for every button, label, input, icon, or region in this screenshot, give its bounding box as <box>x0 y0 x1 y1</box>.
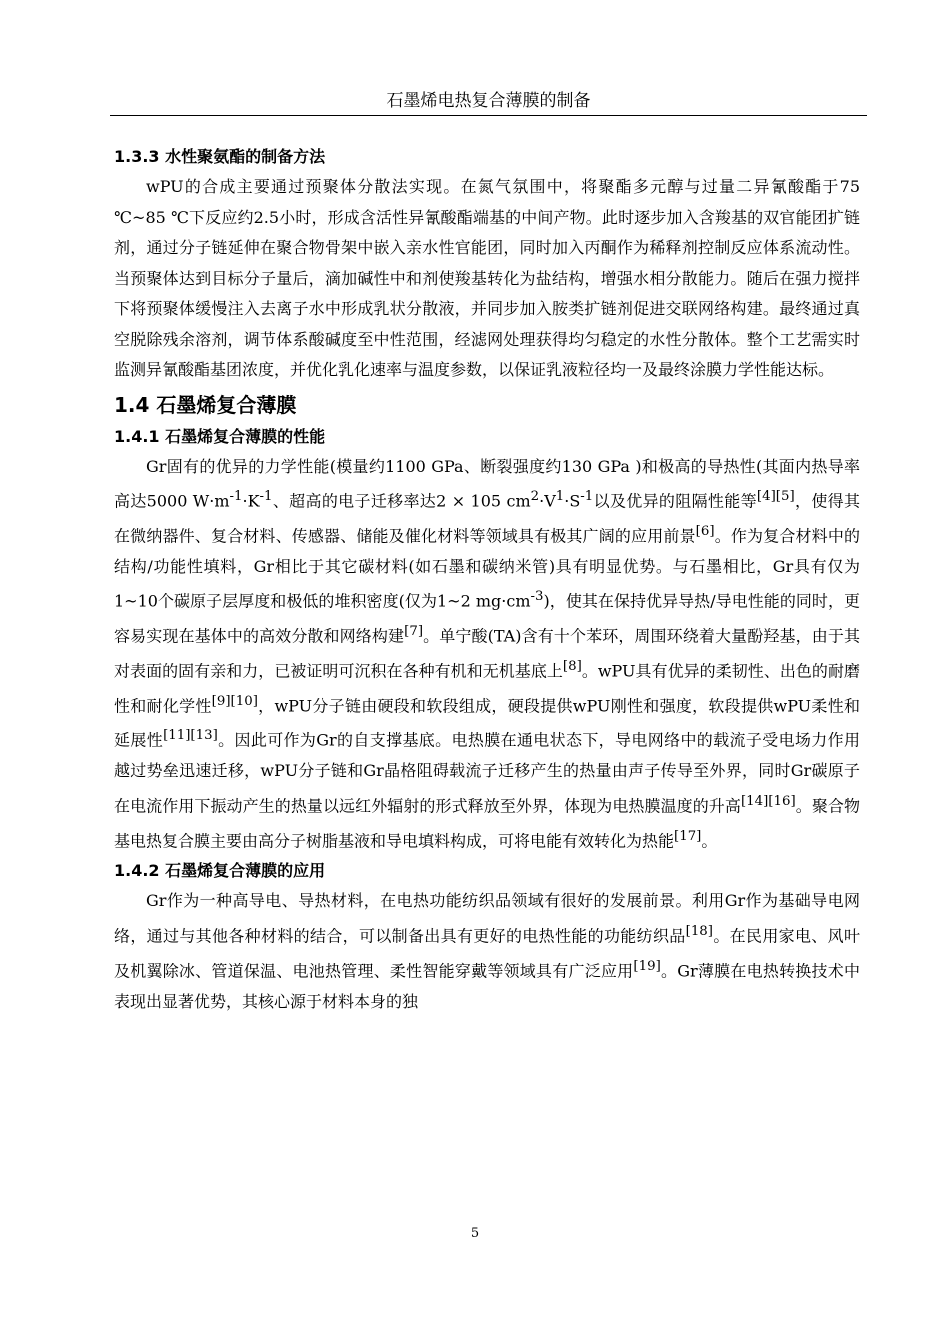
section-heading-1-3-3: 1.3.3 水性聚氨酯的制备方法 <box>114 147 326 166</box>
section-heading-1-4-1: 1.4.1 石墨烯复合薄膜的性能 <box>114 426 326 446</box>
section-heading-1-4: 1.4 石墨烯复合薄膜 <box>114 392 297 417</box>
running-header: 石墨烯电热复合薄膜的制备 <box>386 91 591 111</box>
section-heading-1-4-2: 1.4.2 石墨烯复合薄膜的应用 <box>114 861 326 881</box>
page-number: 5 <box>470 1226 480 1241</box>
paragraph-wpu-synthesis: wPU的合成主要通过预聚体分散法实现。在氮气氛围中，将聚酯多元醇与过量二异氰酸酯于75 ℃~85 ℃下反应约2.5小时，形成含活性异氰酸酯端基的中间产物。此时逐步加入含羧基的双官能团扩链剂，通过分子链延伸在聚合物骨架中嵌入亲水性官能团，同时加入丙酮作为稀释剂控制反应体系流动性。当预聚体达到目标分子量后，滴加碱性中和剂使羧基转化为盐结构，增强水相分散能力。随后在强力搅拌下将预聚体缓慢注入去离子水中形成乳状分散液，并同步加入胺类扩链剂促进交联网络构建。最终通过真空脱除残余溶剂，调节体系酸碱度至中性范围，经滤网处理获得均匀稳定的水性分散体。整个工艺需实时监测异氰酸酯基团浓度，并优化乳化速率与温度参数，以保证乳液粒径均一及最终涂膜力学性能达标。 <box>114 177 860 379</box>
page-body <box>114 142 860 1017</box>
header-rule <box>110 115 867 116</box>
paragraph-graphene-properties: Gr固有的优异的力学性能(模量约1100 GPa、断裂强度约130 GPa )和极高的导热性(其面内热导率高达5000 $W\cdot m^{-1}\cdot K^{-1}$、超高的电子迁移率达2 × 105 $cm^2\cdot V^1\cdot S^{-1}$以及优异的阻隔性能等[4][5]，使得其在微纳器件、复合材料、传感器、储能及催化材料等领域具有极其广阔的应用前景[6]。作为复合材料中的结构/功能性填料，Gr相比于其它碳材料(如石墨和碳纳米管)具有明显优势。与石墨相比，Gr具有仅为1~10个碳原子层厚度和极低的堆积密度(仅为1~2 $mg\cdot cm^{-3}$)，使其在保持优异导热/导电性能的同时，更容易实现在基体中的高效分散和网络构建[7]。单宁酸(TA)含有十个苯环，周围环绕着大量酚羟基，由于其对表面的固有亲和力，已被证明可沉积在各种有机和无机基底上[8]。wPU具有优异的柔韧性、出色的耐磨性和耐化学性[9][10]，wPU分子链由硬段和软段组成，硬段提供wPU刚性和强度，软段提供wPU柔性和延展性[11][13]。因此可作为Gr的自支撑基底。电热膜在通电状态下，导电网络中的载流子受电场力作用越过势垒迅速迁移，wPU分子链和Gr晶格阻碍载流子迁移产生的热量由声子传导至外界，同时Gr碳原子在电流作用下振动产生的热量以远红外辐射的形式释放至外界，体现为电热膜温度的升高[14][16]。聚合物基电热复合膜主要由高分子树脂基液和导电填料构成，可将电能有效转化为热能[17]。 <box>114 456 860 850</box>
paragraph-graphene-applications: Gr作为一种高导电、导热材料，在电热功能纺织品领域有很好的发展前景。利用Gr作为基础导电网络，通过与其他各种材料的结合，可以制备出具有更好的电热性能的功能纺织品[18]。在民用家电、风叶及机翼除冰、管道保温、电池热管理、柔性智能穿戴等领域具有广泛应用[19]。Gr薄膜在电热转换技术中表现出显著优势，其核心源于材料本身的独 <box>114 891 860 1011</box>
